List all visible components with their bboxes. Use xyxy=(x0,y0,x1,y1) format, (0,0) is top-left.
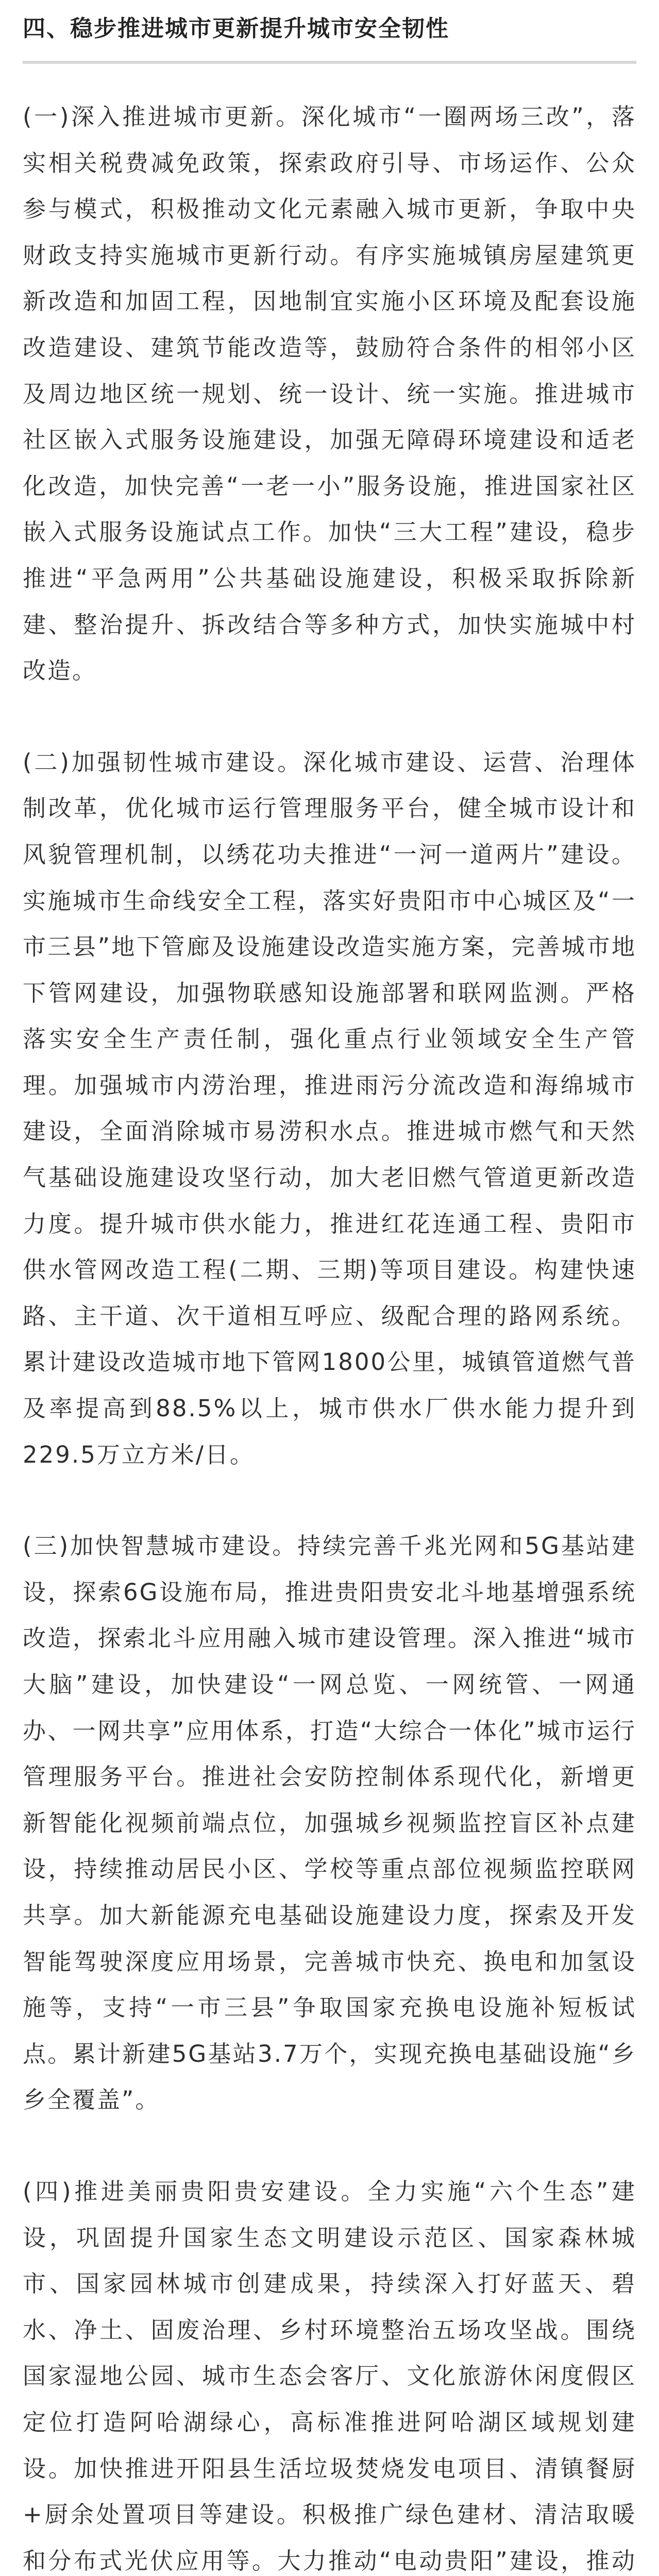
section-divider xyxy=(23,61,636,64)
paragraph-urban-renewal: (一)深入推进城市更新。深化城市“一圈两场三改”，落实相关税费减免政策，探索政府引导、市场运作、公众参与模式，积极推动文化元素融入城市更新，争取中央财政支持实施城市更新行动。有序实施城镇房屋建筑更新改造和加固工程，因地制宜实施小区环境及配套设施改造建设、建筑节能改造等，鼓励符合条件的相邻小区及周边地区统一规划、统一设计、统一实施。推进城市社区嵌入式服务设施建设，加强无障碍环境建设和适老化改造，加快完善“一老一小”服务设施，推进国家社区嵌入式服务设施试点工作。加快“三大工程”建设，稳步推进“平急两用”公共基础设施建设，积极采取拆除新建、整治提升、拆改结合等多种方式，加快实施城中村改造。 xyxy=(23,103,636,685)
section-title: 四、稳步推进城市更新提升城市安全韧性 xyxy=(23,15,449,42)
paragraph-beautiful-guiyang: (四)推进美丽贵阳贵安建设。全力实施“六个生态”建设，巩固提升国家生态文明建设示范区、国家森林城市、国家园林城市创建成果，持续深入打好蓝天、碧水、净土、固废治理、乡村环境整治五场攻坚战。围绕国家湿地公园、城市生态会客厅、文化旅游休闲度假区定位打造阿哈湖绿心，高标准推进阿哈湖区域规划建设。加快推进开阳县生活垃圾焚烧发电项目、清镇餐厨+厨余处置项目等建设。积极推广绿色建材、清洁取暖和分布式光伏应用等。大力推动“电动贵阳”建设，推动 xyxy=(23,2177,636,2574)
paragraph-resilient-city: (二)加强韧性城市建设。深化城市建设、运营、治理体制改革，优化城市运行管理服务平台，健全城市设计和风貌管理机制，以绣花功夫推进“一河一道两片”建设。实施城市生命线安全工程，落实好贵阳市中心城区及“一市三县”地下管廊及设施建设改造实施方案，完善城市地下管网建设，加强物联感知设施部署和联网监测。严格落实安全生产责任制，强化重点行业领域安全生产管理。加强城市内涝治理，推进雨污分流改造和海绵城市建设，全面消除城市易涝积水点。推进城市燃气和天然气基础设施建设攻坚行动，加大老旧燃气管道更新改造力度。提升城市供水能力，推进红花连通工程、贵阳市供水管网改造工程(二期、三期)等项目建设。构建快速路、主干道、次干道相互呼应、级配合理的路网系统。累计建设改造城市地下管网1800公里，城镇管道燃气普及率提高到88.5%以上，城市供水厂供水能力提升到229.5万立方米/日。 xyxy=(23,748,636,1468)
paragraph-smart-city: (三)加快智慧城市建设。持续完善千兆光网和5G基站建设，探索6G设施布局，推进贵阳贵安北斗地基增强系统改造，探索北斗应用融入城市建设管理。深入推进“城市大脑”建设，加快建设“一网总览、一网统管、一网通办、一网共享”应用体系，打造“大综合一体化”城市运行管理服务平台。推进社会安防控制体系现代化，新增更新智能化视频前端点位，加强城乡视频监控盲区补点建设，持续推动居民小区、学校等重点部位视频监控联网共享。加大新能源充电基础设施建设力度，探索及开发智能驾驶深度应用场景，完善城市快充、换电和加氢设施等，支持“一市三县”争取国家充换电设施补短板试点。累计新建5G基站3.7万个，实现充换电基础设施“乡乡全覆盖”。 xyxy=(23,1532,636,2114)
